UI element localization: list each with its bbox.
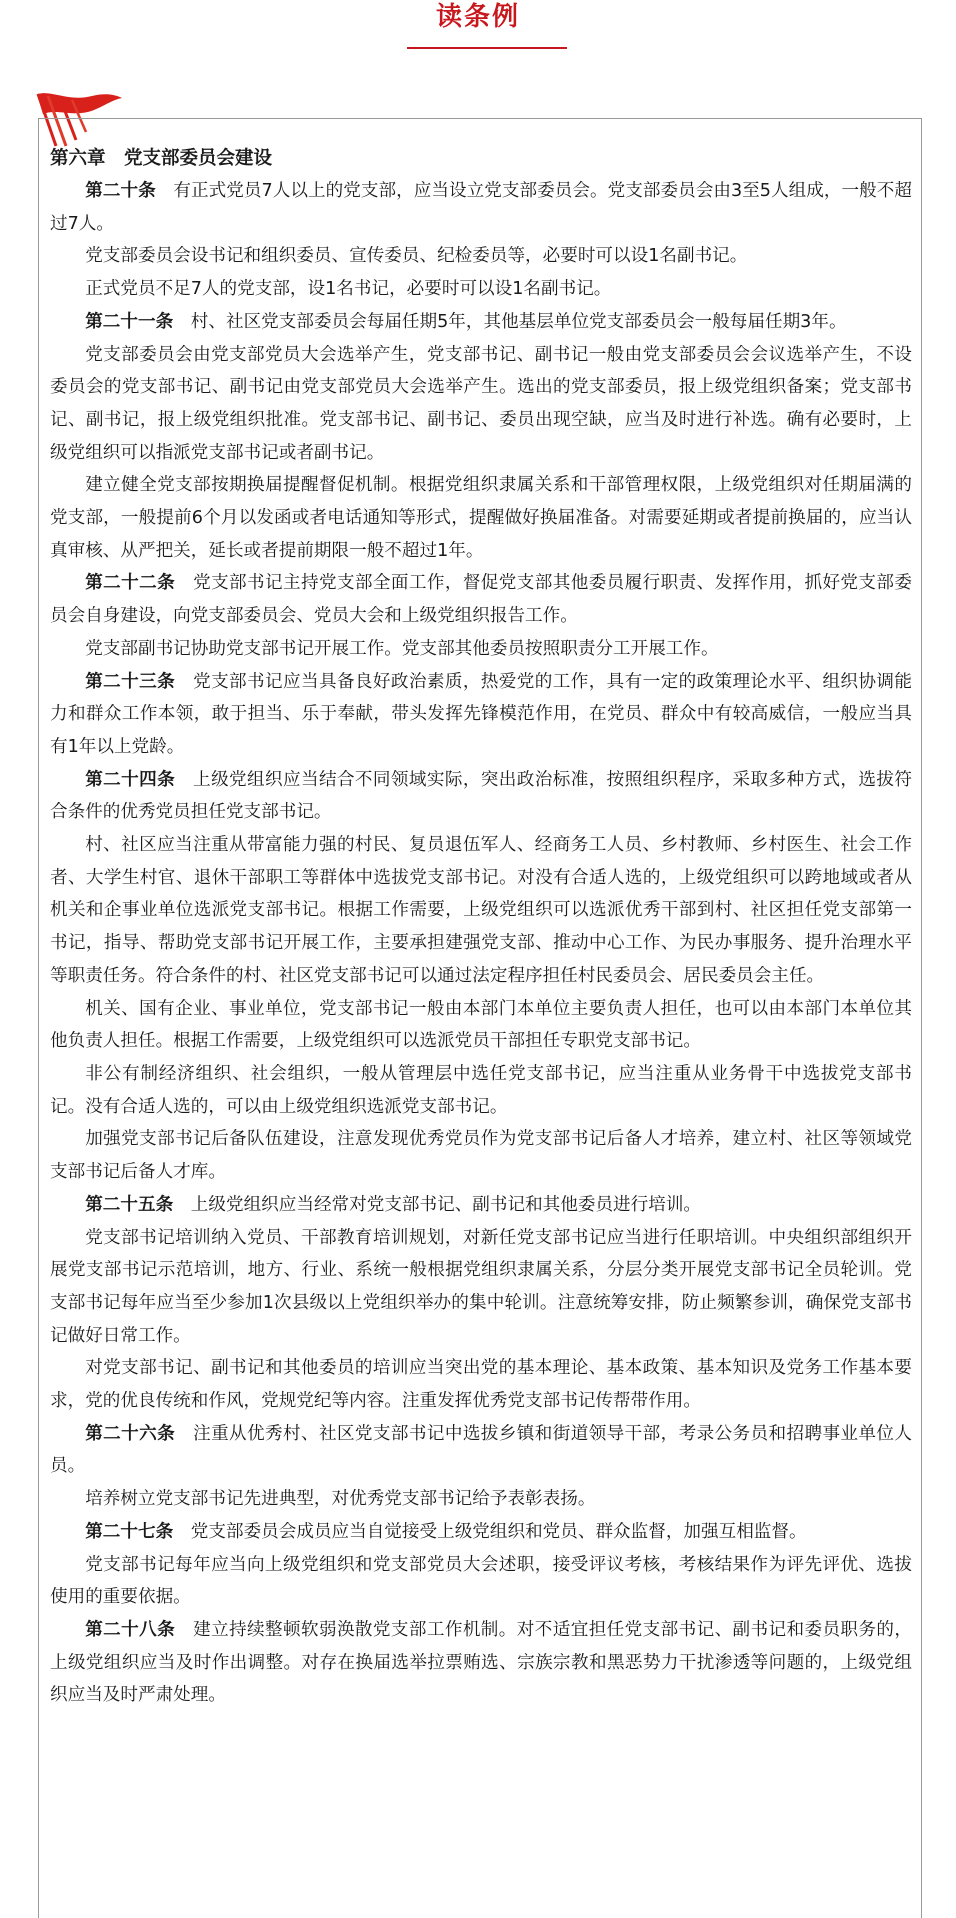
article-number: 第二十条 bbox=[85, 181, 156, 201]
paragraph-text: 村、社区党支部委员会每届任期5年，其他基层单位党支部委员会一般每届任期3年。 bbox=[190, 311, 847, 332]
article-number: 第二十三条 bbox=[85, 671, 176, 692]
paragraph bbox=[50, 1222, 912, 1353]
article-number: 第二十五条 bbox=[85, 1194, 174, 1215]
article-number: 第二十二条 bbox=[85, 573, 176, 594]
paragraph-text: 机关、国有企业、事业单位，党支部书记一般由本部门本单位主要负责人担任，也可以由本部门本单位其他负责人担任。根据工作需要，上级党组织可以选派党员干部担任专职党支部书记。 bbox=[50, 998, 912, 1052]
paragraph-text: 正式党员不足7人的党支部，设1名书记，必要时可以设1名副书记。 bbox=[85, 279, 612, 300]
paragraph-text: 建立持续整顿软弱涣散党支部工作机制。对不适宜担任党支部书记、副书记和委员职务的，上级党组织应当及时作出调整。对存在换届选举拉票贿选、宗族宗教和黑恶势力干扰渗透等问题的，上级党组织应当及时严肃处理。 bbox=[50, 1619, 912, 1706]
paragraph-text: 党支部书记主持党支部全面工作，督促党支部其他委员履行职责、发挥作用，抓好党支部委员会自身建设，向党支部委员会、党员大会和上级党组织报告工作。 bbox=[50, 573, 912, 627]
paragraph bbox=[50, 1483, 912, 1516]
page-title: 读条例 bbox=[435, 2, 520, 32]
article-box bbox=[38, 118, 922, 1918]
paragraph bbox=[50, 1614, 912, 1712]
paragraph bbox=[50, 829, 912, 993]
paragraph-text: 对党支部书记、副书记和其他委员的培训应当突出党的基本理论、基本政策、基本知识及党务工作基本要求，党的优良传统和作风，党规党纪等内容。注重发挥优秀党支部书记传帮带作用。 bbox=[50, 1358, 912, 1412]
paragraph bbox=[50, 1549, 912, 1614]
chapter-title: 第六章 党支部委员会建设 bbox=[50, 148, 273, 169]
article-number: 第二十六条 bbox=[85, 1423, 176, 1444]
article-body bbox=[50, 175, 912, 1712]
paragraph bbox=[50, 993, 912, 1058]
paragraph bbox=[50, 339, 912, 470]
paragraph bbox=[50, 1058, 912, 1123]
paragraph-text: 加强党支部书记后备队伍建设，注意发现优秀党员作为党支部书记后备人才培养，建立村、社区等领域党支部书记后备人才库。 bbox=[50, 1129, 912, 1183]
paragraph-text: 党支部委员会设书记和组织委员、宣传委员、纪检委员等，必要时可以设1名副书记。 bbox=[85, 246, 748, 267]
paragraph-text: 建立健全党支部按期换届提醒督促机制。根据党组织隶属关系和干部管理权限，上级党组织对任期届满的党支部，一般提前6个月以发函或者电话通知等形式，提醒做好换届准备。对需要延期或者提前换届的，应当认真审核、从严把关，延长或者提前期限一般不超过1年。 bbox=[50, 475, 912, 561]
paragraph-text: 党支部书记应当具备良好政治素质，热爱党的工作，具有一定的政策理论水平、组织协调能力和群众工作本领，敢于担当、乐于奉献，带头发挥先锋模范作用，在党员、群众中有较高威信，一般应当具有1年以上党龄。 bbox=[50, 671, 912, 757]
paragraph-text: 党支部书记每年应当向上级党组织和党支部党员大会述职，接受评议考核，考核结果作为评先评优、选拔使用的重要依据。 bbox=[50, 1554, 912, 1608]
paragraph bbox=[50, 633, 912, 666]
paragraph-text: 上级党组织应当经常对党支部书记、副书记和其他委员进行培训。 bbox=[190, 1194, 702, 1215]
paragraph-text: 上级党组织应当结合不同领域实际，突出政治标准，按照组织程序，采取多种方式，选拔符合条件的优秀党员担任党支部书记。 bbox=[50, 769, 912, 823]
paragraph-text: 非公有制经济组织、社会组织，一般从管理层中选任党支部书记，应当注重从业务骨干中选拔党支部书记。没有合适人选的，可以由上级党组织选派党支部书记。 bbox=[50, 1063, 912, 1117]
paragraph bbox=[50, 666, 912, 764]
paragraph bbox=[50, 273, 912, 306]
paragraph-text: 党支部委员会由党支部党员大会选举产生，党支部书记、副书记一般由党支部委员会会议选举产生，不设委员会的党支部书记、副书记由党支部党员大会选举产生。选出的党支部委员，报上级党组织备案；党支部书记、副书记，报上级党组织批准。党支部书记、副书记、委员出现空缺，应当及时进行补选。确有必要时，上级党组织可以指派党支部书记或者副书记。 bbox=[50, 344, 912, 463]
title-underline bbox=[407, 47, 567, 49]
paragraph-text: 村、社区应当注重从带富能力强的村民、复员退伍军人、经商务工人员、乡村教师、乡村医生、社会工作者、大学生村官、退休干部职工等群体中选拔党支部书记。对没有合适人选的，上级党组织可以跨地域或者从机关和企事业单位选派党支部书记。根据工作需要，上级党组织可以选派优秀干部到村、社区担任党支部第一书记，指导、帮助党支部书记开展工作，主要承担建强党支部、推动中心工作、为民办事服务、提升治理水平等职责任务。符合条件的村、社区党支部书记可以通过法定程序担任村民委员会、居民委员会主任。 bbox=[50, 835, 912, 986]
paragraph bbox=[50, 175, 912, 240]
paragraph bbox=[50, 1418, 912, 1483]
article-number: 第二十四条 bbox=[85, 769, 176, 790]
paragraph bbox=[50, 1516, 912, 1549]
paragraph bbox=[50, 469, 912, 567]
paragraph bbox=[50, 567, 912, 632]
paragraph bbox=[50, 764, 912, 829]
article-number: 第二十七条 bbox=[85, 1521, 174, 1542]
paragraph bbox=[50, 1123, 912, 1188]
paragraph bbox=[50, 240, 912, 273]
paragraph bbox=[50, 1352, 912, 1417]
article-number: 第二十八条 bbox=[85, 1619, 176, 1640]
paragraph-text: 有正式党员7人以上的党支部，应当设立党支部委员会。党支部委员会由3至5人组成，一般不超过7人。 bbox=[50, 181, 912, 234]
paragraph-text: 党支部委员会成员应当自觉接受上级党组织和党员、群众监督，加强互相监督。 bbox=[190, 1521, 807, 1542]
paragraph bbox=[50, 306, 912, 339]
paragraph-text: 党支部副书记协助党支部书记开展工作。党支部其他委员按照职责分工开展工作。 bbox=[85, 638, 719, 659]
paragraph bbox=[50, 1189, 912, 1222]
article-number: 第二十一条 bbox=[85, 311, 174, 332]
paragraph-text: 党支部书记培训纳入党员、干部教育培训规划，对新任党支部书记应当进行任职培训。中央组织部组织开展党支部书记示范培训，地方、行业、系统一般根据党组织隶属关系，分层分类开展党支部书记全员轮训。党支部书记每年应当至少参加1次县级以上党组织举办的集中轮训。注意统筹安排，防止频繁参训，确保党支部书记做好日常工作。 bbox=[50, 1227, 912, 1346]
paragraph-text: 注重从优秀村、社区党支部书记中选拔乡镇和街道领导干部，考录公务员和招聘事业单位人员。 bbox=[50, 1423, 912, 1477]
paragraph-text: 培养树立党支部书记先进典型，对优秀党支部书记给予表彰表扬。 bbox=[85, 1489, 596, 1510]
